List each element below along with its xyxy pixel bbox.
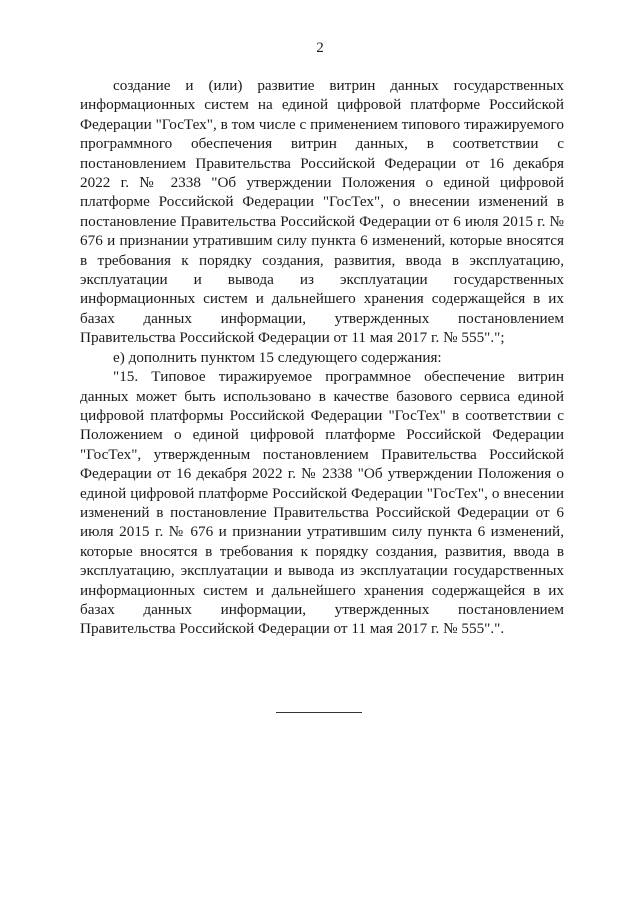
paragraph-data-showcases: создание и (или) развитие витрин данных государственных информационных систем на единой цифровой платформе Российской Федерации "ГосТех", в том числе с применением типового тиражируемого программного обеспечения витрин данных, в соответствии с постановлением Правительства Российской Федерации от 16 декабря 2022 г. № 2338 "Об утверждении Положения о единой цифровой платформе Российской Федерации "ГосТех", о внесении изменений в постановление Правительства Российской Федерации от 6 июля 2015 г. № 676 и признании утратившим силу пункта 6 изменений, которые вносятся в требования к порядку создания, развития, ввода в эксплуатацию, эксплуатации и вывода из эксплуатации государственных информационных систем и дальнейшего хранения содержащейся в их базах данных информации, утвержденных постановлением Правительства Российской Федерации от 11 мая 2017 г. № 555"."; [80,77,564,347]
paragraph-item-15: "15. Типовое тиражируемое программное обеспечение витрин данных может быть использовано в качестве базового сервиса единой цифровой платформы Российской Федерации "ГосТех" в соответствии с Положением о единой цифровой платформе Российской Федерации "ГосТех", утвержденным постановлением Правительства Российской Федерации от 16 декабря 2022 г. № 2338 "Об утверждении Положения о единой цифровой платформе Российской Федерации "ГосТех", о внесении изменений в постановление Правительства Российской Федерации от 6 июля 2015 г. № 676 и признании утратившим силу пункта 6 изменений, которые вносятся в требования к порядку создания, развития, ввода в эксплуатацию, эксплуатации и вывода из эксплуатации государственных информационных систем и дальнейшего хранения содержащейся в их базах данных информации, утвержденных постановлением Правительства Российской Федерации от 11 мая 2017 г. № 555".". [80,368,564,638]
paragraph-amendment-e: е) дополнить пунктом 15 следующего содержания: [113,348,442,366]
document-body [80,76,564,639]
page-number: 2 [316,40,324,56]
end-of-document-rule [276,712,362,713]
